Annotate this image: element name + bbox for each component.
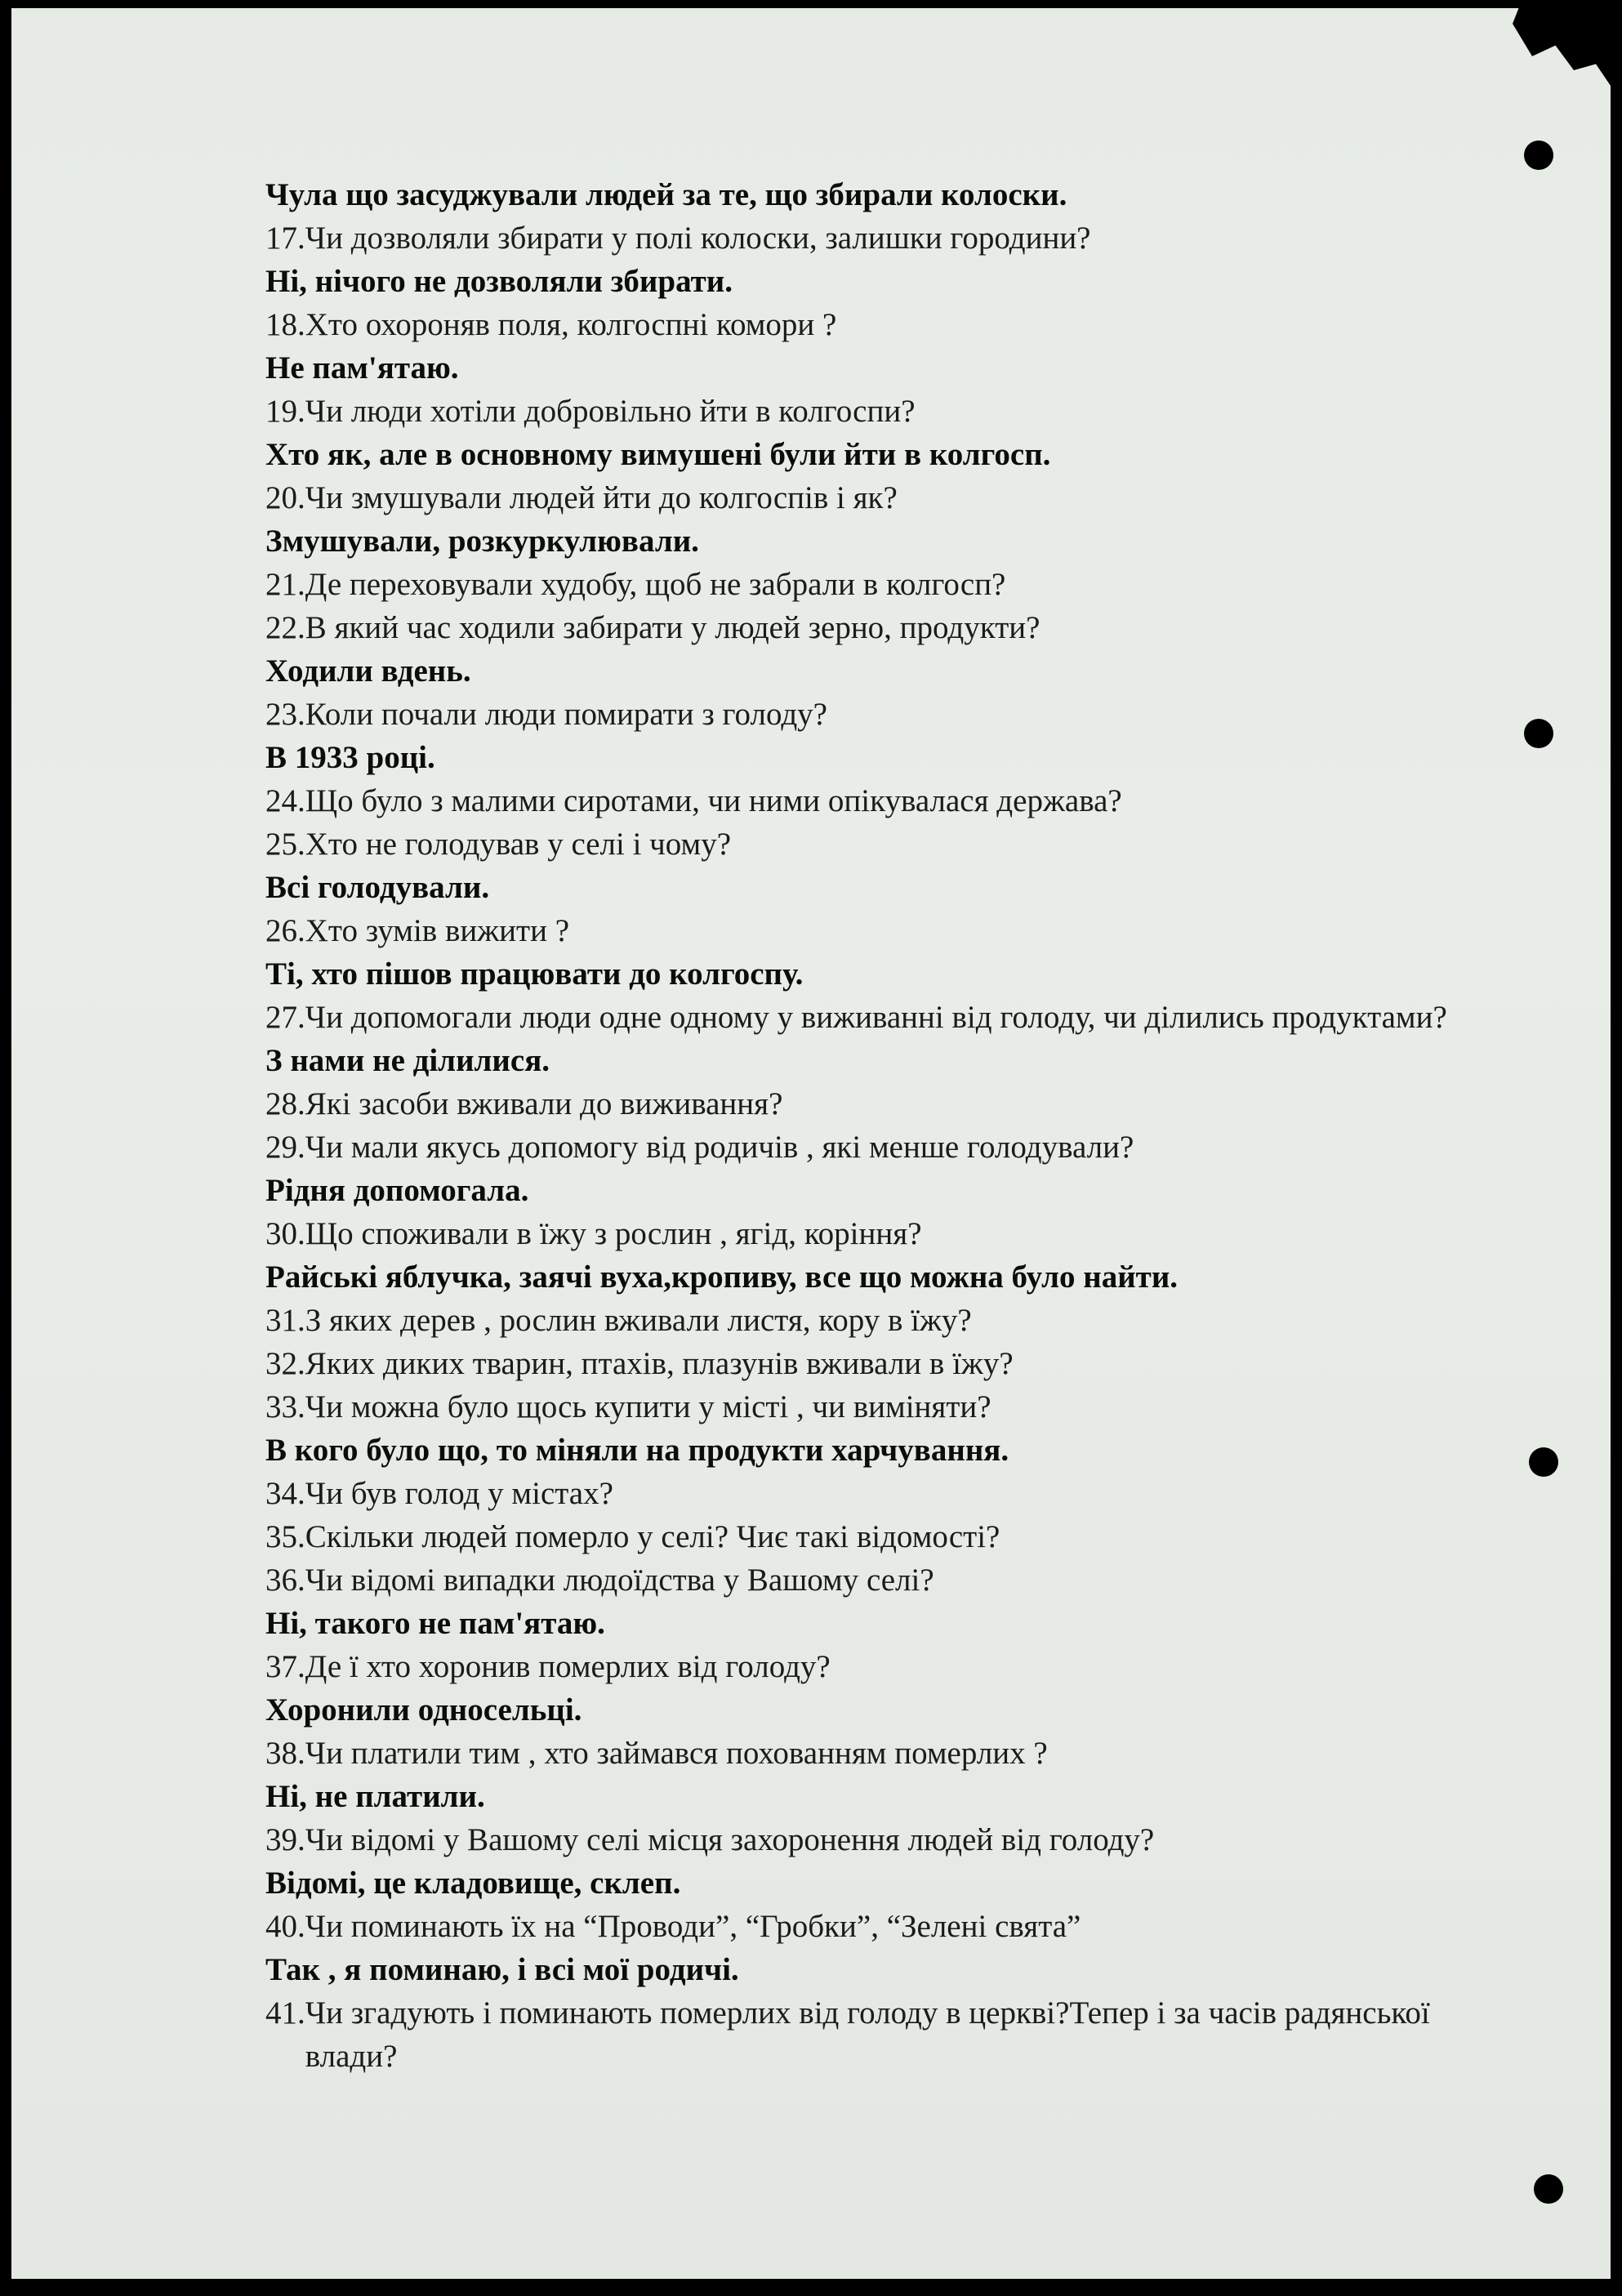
question-number: 27. xyxy=(265,1000,305,1035)
question-line xyxy=(265,693,1499,736)
question-line xyxy=(265,996,1499,1039)
punch-hole xyxy=(1524,719,1553,748)
question-text: Чи дозволяли збирати у полі колоски, залишки городини? xyxy=(305,221,1091,256)
question-number: 29. xyxy=(265,1130,305,1165)
question-text: Чи змушували людей йти до колгоспів і як? xyxy=(305,480,898,515)
question-number: 20. xyxy=(265,480,305,515)
answer-line: Хоронили односельці. xyxy=(265,1692,582,1728)
answer-line: Так , я поминаю, і всі мої родичі. xyxy=(265,1952,739,1987)
question-number: 31. xyxy=(265,1303,305,1338)
question-text: Скільки людей померло у селі? Чиє такі відомості? xyxy=(305,1519,1000,1554)
question-line xyxy=(265,1082,1499,1126)
question-number: 23. xyxy=(265,697,305,732)
question-text: Чи відомі у Вашому селі місця захоронення людей від голоду? xyxy=(305,1822,1155,1857)
answer-line: Не пам'ятаю. xyxy=(265,350,459,386)
answer-line: Відомі, це кладовище, склеп. xyxy=(265,1866,681,1901)
answer-line: Ті, хто пішов працювати до колгоспу. xyxy=(265,956,804,992)
question-line xyxy=(265,1905,1499,1948)
punch-hole xyxy=(1524,140,1553,170)
question-number: 19. xyxy=(265,394,305,429)
question-line xyxy=(265,1515,1499,1558)
document-body xyxy=(265,173,1499,2078)
question-text: Чи відомі випадки людоїдства у Вашому селі? xyxy=(305,1563,934,1598)
question-number: 33. xyxy=(265,1389,305,1424)
answer-line: Ходили вдень. xyxy=(265,653,471,689)
question-number: 21. xyxy=(265,567,305,602)
answer-line: Рідня допомогала. xyxy=(265,1173,529,1208)
question-text: Чи платили тим , хто займався похованням померлих ? xyxy=(305,1736,1048,1771)
question-line xyxy=(265,823,1499,866)
question-text: Де переховували худобу, щоб не забрали в колгосп? xyxy=(305,567,1006,602)
question-text: Чи допомогали люди одне одному у виживанні від голоду, чи ділились продуктами? xyxy=(305,1000,1447,1035)
question-text: Коли почали люди помирати з голоду? xyxy=(305,697,827,732)
question-line xyxy=(265,1385,1499,1429)
question-text: Хто не голодував у селі і чому? xyxy=(305,827,732,862)
question-line xyxy=(265,779,1499,823)
question-number: 41. xyxy=(265,1995,305,2031)
question-line xyxy=(265,1645,1499,1688)
question-number: 35. xyxy=(265,1519,305,1554)
question-line xyxy=(265,476,1499,519)
question-number: 34. xyxy=(265,1476,305,1511)
question-number: 18. xyxy=(265,307,305,342)
torn-corner xyxy=(1488,8,1611,86)
answer-line: Райські яблучка, заячі вуха,кропиву, все що можна було найти. xyxy=(265,1259,1179,1295)
question-number: 39. xyxy=(265,1822,305,1857)
question-line xyxy=(265,390,1499,433)
question-line xyxy=(265,1732,1499,1775)
question-text: Чи мали якусь допомогу від родичів , які менше голодували? xyxy=(305,1130,1134,1165)
question-text: Чи згадують і поминають померлих від голоду в церкві?Тепер і за часів радянської влади? xyxy=(305,1995,1430,2074)
answer-line: Змушували, розкуркулювали. xyxy=(265,524,699,559)
question-number: 30. xyxy=(265,1216,305,1251)
question-text: Хто охороняв поля, колгоспні комори ? xyxy=(305,307,837,342)
question-text: Чи можна було щось купити у місті , чи виміняти? xyxy=(305,1389,991,1424)
question-text: З яких дерев , рослин вживали листя, кору в їжу? xyxy=(305,1303,972,1338)
question-number: 22. xyxy=(265,610,305,645)
question-number: 26. xyxy=(265,913,305,948)
question-text: Де ї хто хоронив померлих від голоду? xyxy=(305,1649,831,1684)
question-line xyxy=(265,606,1499,649)
question-text: Чи поминають їх на “Проводи”, “Гробки”, “Зелені свята” xyxy=(305,1909,1081,1944)
question-line xyxy=(265,1991,1499,2078)
question-number: 38. xyxy=(265,1736,305,1771)
question-number: 37. xyxy=(265,1649,305,1684)
question-text: Яких диких тварин, птахів, плазунів вживали в їжу? xyxy=(305,1346,1014,1381)
answer-line: В кого було що, то міняли на продукти харчування. xyxy=(265,1433,1009,1468)
answer-line: В 1933 році. xyxy=(265,740,435,775)
question-number: 17. xyxy=(265,221,305,256)
question-text: Які засоби вживали до виживання? xyxy=(305,1086,783,1121)
question-line xyxy=(265,1818,1499,1861)
question-number: 28. xyxy=(265,1086,305,1121)
punch-hole xyxy=(1529,1447,1558,1477)
question-line xyxy=(265,1558,1499,1602)
answer-line: Всі голодували. xyxy=(265,870,490,905)
answer-line: Хто як, але в основному вимушені були йти в колгосп. xyxy=(265,437,1051,472)
question-number: 40. xyxy=(265,1909,305,1944)
question-line xyxy=(265,1126,1499,1169)
question-text: Хто зумів вижити ? xyxy=(305,913,570,948)
question-text: Чи був голод у містах? xyxy=(305,1476,613,1511)
question-text: В який час ходили забирати у людей зерно, продукти? xyxy=(305,610,1040,645)
question-line xyxy=(265,1212,1499,1255)
question-line xyxy=(265,216,1499,260)
answer-line: Ні, такого не пам'ятаю. xyxy=(265,1606,605,1641)
answer-line: Ні, нічого не дозволяли збирати. xyxy=(265,264,733,299)
question-number: 32. xyxy=(265,1346,305,1381)
question-line xyxy=(265,1472,1499,1515)
question-number: 25. xyxy=(265,827,305,862)
answer-line: З нами не ділилися. xyxy=(265,1043,550,1078)
question-line xyxy=(265,909,1499,952)
question-text: Що було з малими сиротами, чи ними опікувалася держава? xyxy=(305,783,1122,818)
question-number: 36. xyxy=(265,1563,305,1598)
question-line xyxy=(265,563,1499,606)
question-text: Що споживали в їжу з рослин , ягід, коріння? xyxy=(305,1216,922,1251)
question-line xyxy=(265,1342,1499,1385)
answer-line: Чула що засуджували людей за те, що збирали колоски. xyxy=(265,177,1067,212)
question-line xyxy=(265,303,1499,346)
punch-hole xyxy=(1534,2174,1563,2204)
answer-line: Ні, не платили. xyxy=(265,1779,485,1814)
question-text: Чи люди хотіли добровільно йти в колгоспи? xyxy=(305,394,916,429)
question-number: 24. xyxy=(265,783,305,818)
question-line xyxy=(265,1299,1499,1342)
